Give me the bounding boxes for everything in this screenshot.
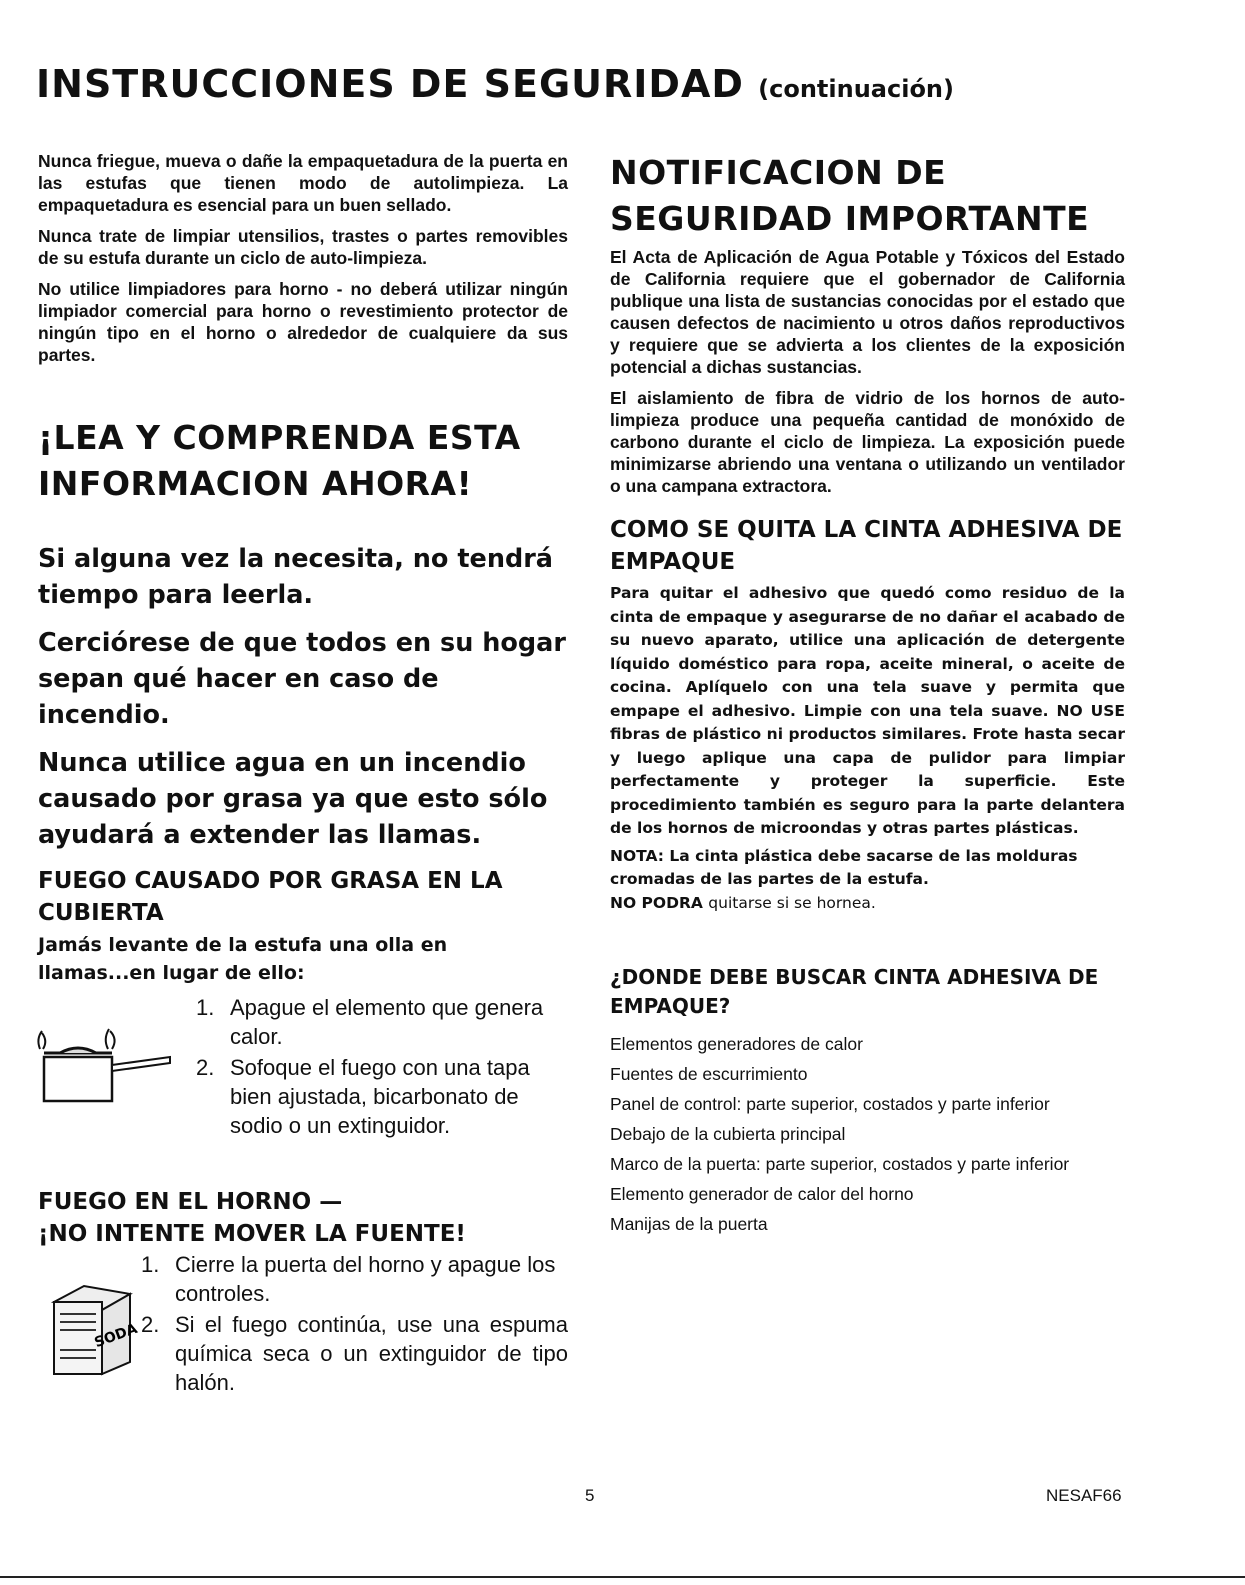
list-item: Marco de la puerta: parte superior, costados y parte inferior (610, 1154, 1070, 1174)
bottom-rule (0, 1576, 1245, 1578)
grease-fire-steps (38, 993, 568, 1140)
nota-line (610, 845, 1125, 892)
list-item: Debajo de la cubierta principal (610, 1124, 846, 1144)
page-title (36, 62, 1206, 106)
soda-label: SODA (92, 1320, 140, 1352)
where-tape-heading: ¿DONDE DEBE BUSCAR CINTA ADHESIVA DE EMPAQUE? (610, 965, 1099, 1018)
no-podra-text: quitarse si se hornea. (708, 893, 876, 912)
list-item: Fuentes de escurrimiento (610, 1064, 808, 1084)
oven-cleaner-paragraph: No utilice limpiadores para horno - no deberá utilizar ningún limpiador comercial para horno o revestimiento protector de ningún tipo en el horno o alrededor de cualquiere da sus partes. (38, 279, 568, 365)
list-item: Panel de control: parte superior, costados y parte inferior (610, 1094, 1050, 1114)
step-number: 2. (196, 1055, 215, 1080)
list-item: Elemento generador de calor del horno (610, 1184, 914, 1204)
model-code: NESAF66 (1046, 1486, 1122, 1505)
step-text: Sofoque el fuego con una tapa bien ajustada, bicarbonato de sodio o un extinguidor. (230, 1055, 530, 1138)
nota-label: NOTA: (610, 846, 665, 865)
oven-step-2 (38, 1310, 568, 1397)
nota-text: La cinta plástica debe sacarse de las molduras cromadas de las partes de la estufa. (610, 846, 1078, 888)
grease-step-2 (38, 1053, 568, 1140)
right-column (610, 150, 1125, 1243)
no-podra-line (610, 892, 1125, 916)
step-text: Apague el elemento que genera calor. (230, 995, 544, 1049)
gasket-paragraph: Nunca friegue, mueva o dañe la empaquetadura de la puerta en las estufas que tienen modo de autolimpieza. La empaquetadura es esencial para un buen sellado. (38, 151, 568, 215)
no-podra-label: NO PODRA (610, 893, 703, 912)
read-now-heading: ¡LEA Y COMPRENDA ESTA INFORMACION AHORA! (38, 418, 521, 503)
fiberglass-paragraph: El aislamiento de fibra de vidrio de los hornos de auto-limpieza produce una pequeña cantidad de monóxido de carbono durante el ciclo de limpieza. La exposición puede minimizarse abriendo una ventana o utilizando un ventilador o una campana extractora. (610, 388, 1125, 496)
california-act-paragraph: El Acta de Aplicación de Agua Potable y Tóxicos del Estado de California requiere que el gobernador de California publique una lista de sustancias conocidas por el estado que causen defectos de nacimiento u otros daños reproductivos y requiere que se advierta a los clientes de la exposición potencial a dichas sustancias. (610, 247, 1125, 377)
warning-household: Cerciórese de que todos en su hogar sepan qué hacer en caso de incendio. (38, 628, 566, 730)
step-number: 1. (141, 1252, 160, 1277)
oven-step-1 (38, 1250, 568, 1308)
tape-location-list (610, 1033, 1125, 1235)
left-column (38, 150, 568, 1399)
grease-fire-lead: Jamás levante de la estufa una olla en llamas...en lugar de ello: (38, 934, 448, 984)
list-item: Manijas de la puerta (610, 1214, 768, 1234)
safety-notice-heading: NOTIFICACION DE SEGURIDAD IMPORTANTE (610, 153, 1090, 238)
utensils-paragraph: Nunca trate de limpiar utensilios, trastes o partes removibles de su estufa durante un ciclo de auto-limpieza. (38, 226, 568, 268)
warning-water: Nunca utilice agua en un incendio causado por grasa ya que esto sólo ayudará a extender las llamas. (38, 748, 548, 850)
oven-fire-steps (38, 1250, 568, 1397)
list-item: Elementos generadores de calor (610, 1034, 863, 1054)
step-number: 2. (141, 1312, 160, 1337)
step-text: Si el fuego continúa, use una espuma química seca o un extinguidor de tipo halón. (175, 1312, 568, 1395)
tape-removal-heading: COMO SE QUITA LA CINTA ADHESIVA DE EMPAQUE (610, 517, 1123, 575)
page-number: 5 (585, 1486, 595, 1505)
oven-fire-subheading: ¡NO INTENTE MOVER LA FUENTE! (38, 1221, 466, 1247)
step-number: 1. (196, 995, 215, 1020)
grease-step-1 (38, 993, 568, 1051)
tape-removal-body: Para quitar el adhesivo que quedó como residuo de la cinta de empaque y asegurarse de no dañar el acabado de su nuevo aparato, utilice una aplicación de detergente líquido doméstico para ropa, aceite mineral, o aceite de cocina. Aplíquelo con una tela suave y permita que empape el adhesivo. Limpie con una tela suave. NO USE fibras de plástico ni productos similares. Frote hasta secar y luego aplique una capa de pulidor para limpiar perfectamente y proteger la superficie. Este procedimiento también es seguro para la parte delantera de los hornos de microondas y otras partes plásticas. (610, 584, 1125, 837)
step-text: Cierre la puerta del horno y apague los controles. (175, 1252, 556, 1306)
warning-time: Si alguna vez la necesita, no tendrá tiempo para leerla. (38, 544, 554, 610)
oven-fire-heading: FUEGO EN EL HORNO — (38, 1189, 343, 1215)
page-title-subtitle: (continuación) (758, 75, 954, 103)
page-title-text: INSTRUCCIONES DE SEGURIDAD (36, 62, 744, 106)
grease-fire-heading: FUEGO CAUSADO POR GRASA EN LA CUBIERTA (38, 868, 503, 926)
